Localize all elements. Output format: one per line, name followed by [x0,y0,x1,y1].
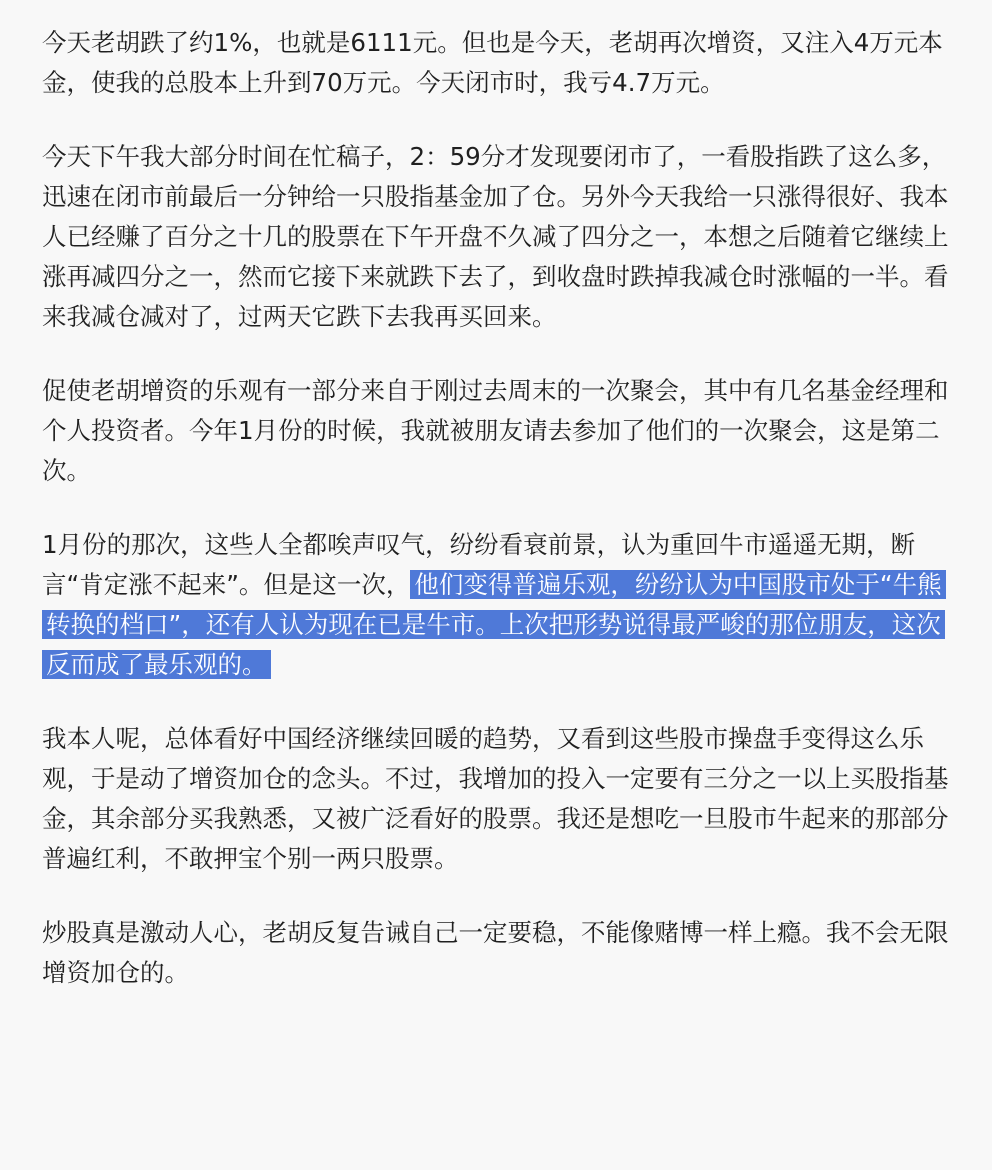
paragraph-3-text: 促使老胡增资的乐观有一部分来自于刚过去周末的一次聚会，其中有几名基金经理和个人投资者。今年1月份的时候，我就被朋友请去参加了他们的一次聚会，这是第二次。 [42,376,949,485]
paragraph-5[interactable] [42,719,952,879]
article-body [42,23,952,1027]
paragraph-1-text: 今天老胡跌了约1%，也就是6111元。但也是今天，老胡再次增资，又注入4万元本金，使我的总股本上升到70万元。今天闭市时，我亏4.7万元。 [42,28,943,97]
paragraph-4-text: 1月份的那次，这些人全都唉声叹气，纷纷看衰前景，认为重回牛市遥遥无期，断言“肯定涨不起来”。但是这一次， [42,530,916,599]
paragraph-6-text: 炒股真是激动人心，老胡反复告诫自己一定要稳，不能像赌博一样上瘾。我不会无限增资加仓的。 [42,918,949,987]
paragraph-5-text: 我本人呢，总体看好中国经济继续回暖的趋势，又看到这些股市操盘手变得这么乐观，于是动了增资加仓的念头。不过，我增加的投入一定要有三分之一以上买股指基金，其余部分买我熟悉，又被广泛看好的股票。我还是想吃一旦股市牛起来的那部分普遍红利，不敢押宝个别一两只股票。 [42,724,949,873]
paragraph-1[interactable] [42,23,952,103]
paragraph-4[interactable] [42,525,952,685]
selected-text-highlight[interactable]: 他们变得普遍乐观，纷纷认为中国股市处于“牛熊转换的档口”，还有人认为现在已是牛市。上次把形势说得最严峻的那位朋友，这次反而成了最乐观的。 [42,570,946,679]
paragraph-2[interactable] [42,137,952,337]
paragraph-2-text: 今天下午我大部分时间在忙稿子，2：59分才发现要闭市了，一看股指跌了这么多，迅速在闭市前最后一分钟给一只股指基金加了仓。另外今天我给一只涨得很好、我本人已经赚了百分之十几的股票在下午开盘不久减了四分之一，本想之后随着它继续上涨再减四分之一，然而它接下来就跌下去了，到收盘时跌掉我减仓时涨幅的一半。看来我减仓减对了，过两天它跌下去我再买回来。 [42,142,949,331]
paragraph-3[interactable] [42,371,952,491]
paragraph-6[interactable] [42,913,952,993]
